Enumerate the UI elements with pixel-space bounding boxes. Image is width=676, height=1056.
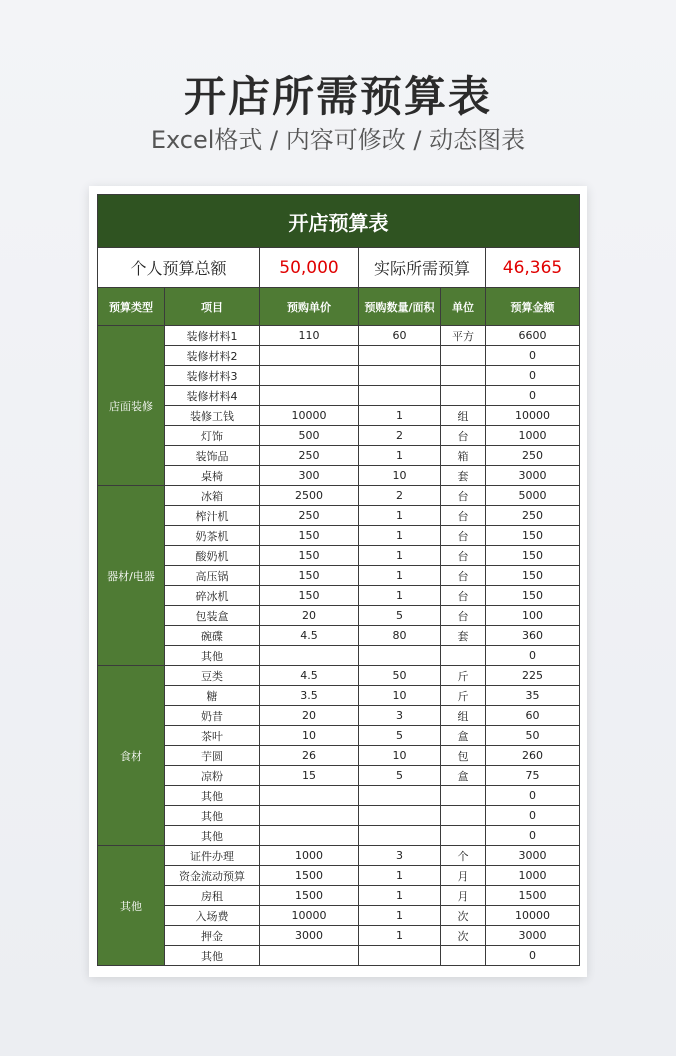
table-cell[interactable]: 225 [486, 666, 580, 686]
table-cell[interactable]: 100 [486, 606, 580, 626]
table-cell[interactable]: 150 [486, 566, 580, 586]
table-cell[interactable]: 装修材料1 [165, 326, 260, 346]
table-cell[interactable]: 房租 [165, 886, 260, 906]
table-cell[interactable] [359, 366, 441, 386]
table-cell[interactable]: 0 [486, 366, 580, 386]
table-cell[interactable] [260, 826, 359, 846]
table-row [98, 806, 580, 826]
table-cell[interactable]: 1 [359, 886, 441, 906]
table-cell[interactable]: 酸奶机 [165, 546, 260, 566]
table-cell[interactable]: 资金流动预算 [165, 866, 260, 886]
table-row [98, 706, 580, 726]
table-cell[interactable]: 500 [260, 426, 359, 446]
table-cell[interactable] [441, 646, 486, 666]
table-cell[interactable]: 台 [441, 486, 486, 506]
table-cell[interactable]: 4.5 [260, 626, 359, 646]
table-cell[interactable]: 台 [441, 526, 486, 546]
table-cell[interactable]: 250 [260, 446, 359, 466]
table-cell[interactable]: 10000 [486, 406, 580, 426]
table-cell[interactable] [359, 346, 441, 366]
table-cell[interactable] [441, 806, 486, 826]
table-cell[interactable] [260, 786, 359, 806]
table-cell[interactable]: 10 [260, 726, 359, 746]
table-cell[interactable]: 1000 [486, 866, 580, 886]
table-cell[interactable] [260, 646, 359, 666]
table-row [98, 686, 580, 706]
table-cell[interactable] [359, 806, 441, 826]
table-cell[interactable]: 250 [486, 506, 580, 526]
table-cell[interactable]: 1 [359, 546, 441, 566]
table-cell[interactable]: 60 [486, 706, 580, 726]
table-cell[interactable] [441, 946, 486, 966]
table-row [98, 786, 580, 806]
table-cell[interactable] [260, 366, 359, 386]
table-cell[interactable]: 1 [359, 586, 441, 606]
table-cell[interactable]: 斤 [441, 666, 486, 686]
table-cell[interactable]: 1 [359, 866, 441, 886]
table-cell[interactable]: 套 [441, 626, 486, 646]
table-cell[interactable]: 台 [441, 546, 486, 566]
table-cell[interactable]: 装修材料4 [165, 386, 260, 406]
table-row [98, 926, 580, 946]
table-row [98, 426, 580, 446]
table-cell[interactable]: 5 [359, 766, 441, 786]
table-cell[interactable]: 次 [441, 926, 486, 946]
table-cell[interactable]: 1 [359, 446, 441, 466]
table-row [98, 486, 580, 506]
table-cell[interactable]: 组 [441, 406, 486, 426]
table-row [98, 506, 580, 526]
table-cell[interactable] [359, 826, 441, 846]
table-cell[interactable]: 35 [486, 686, 580, 706]
table-row [98, 366, 580, 386]
table-cell[interactable]: 冰箱 [165, 486, 260, 506]
table-body [98, 326, 580, 966]
table-cell[interactable]: 平方 [441, 326, 486, 346]
table-row [98, 466, 580, 486]
table-cell[interactable]: 1000 [260, 846, 359, 866]
table-cell[interactable]: 碎冰机 [165, 586, 260, 606]
table-cell[interactable]: 80 [359, 626, 441, 646]
table-cell[interactable]: 150 [260, 586, 359, 606]
table-cell[interactable]: 26 [260, 746, 359, 766]
table-cell[interactable]: 5 [359, 606, 441, 626]
table-cell[interactable]: 150 [260, 546, 359, 566]
table-row [98, 626, 580, 646]
personal-budget-value[interactable]: 50,000 [260, 248, 359, 288]
table-cell[interactable]: 5000 [486, 486, 580, 506]
table-cell[interactable]: 台 [441, 586, 486, 606]
table-cell[interactable]: 灯饰 [165, 426, 260, 446]
table-row [98, 766, 580, 786]
table-cell[interactable]: 5 [359, 726, 441, 746]
column-header: 预购单价 [260, 288, 359, 326]
table-cell[interactable] [260, 946, 359, 966]
table-cell[interactable]: 0 [486, 786, 580, 806]
table-cell[interactable]: 入场费 [165, 906, 260, 926]
poster-title: 开店所需预算表 [183, 72, 492, 121]
table-cell[interactable] [441, 386, 486, 406]
budget-table [97, 194, 580, 966]
table-row [98, 566, 580, 586]
table-row [98, 826, 580, 846]
table-cell[interactable]: 1 [359, 526, 441, 546]
table-cell[interactable]: 装饰品 [165, 446, 260, 466]
table-cell[interactable]: 1 [359, 926, 441, 946]
table-cell[interactable]: 其他 [165, 646, 260, 666]
table-cell[interactable]: 6600 [486, 326, 580, 346]
table-cell[interactable]: 1000 [486, 426, 580, 446]
table-cell[interactable]: 150 [486, 526, 580, 546]
table-cell[interactable]: 盒 [441, 766, 486, 786]
table-cell[interactable]: 组 [441, 706, 486, 726]
table-cell[interactable]: 1 [359, 406, 441, 426]
table-cell[interactable] [260, 806, 359, 826]
table-cell[interactable]: 次 [441, 906, 486, 926]
table-cell[interactable]: 10 [359, 466, 441, 486]
table-cell[interactable]: 装修材料3 [165, 366, 260, 386]
table-row [98, 846, 580, 866]
table-cell[interactable]: 芋圆 [165, 746, 260, 766]
table-cell[interactable]: 360 [486, 626, 580, 646]
table-cell[interactable]: 奶茶机 [165, 526, 260, 546]
table-cell[interactable]: 60 [359, 326, 441, 346]
table-cell[interactable]: 其他 [165, 946, 260, 966]
table-cell[interactable]: 2500 [260, 486, 359, 506]
table-cell[interactable]: 150 [260, 566, 359, 586]
table-cell[interactable]: 3000 [486, 846, 580, 866]
table-cell[interactable]: 高压锅 [165, 566, 260, 586]
table-cell[interactable]: 1 [359, 566, 441, 586]
category-cell[interactable]: 器材/电器 [98, 486, 165, 666]
table-cell[interactable]: 0 [486, 806, 580, 826]
table-cell[interactable]: 10000 [260, 906, 359, 926]
table-row [98, 526, 580, 546]
category-cell[interactable]: 食材 [98, 666, 165, 846]
table-cell[interactable]: 台 [441, 566, 486, 586]
table-cell[interactable]: 碗碟 [165, 626, 260, 646]
table-cell[interactable]: 3 [359, 706, 441, 726]
table-cell[interactable] [260, 346, 359, 366]
table-cell[interactable]: 50 [359, 666, 441, 686]
poster-subtitle: Excel格式 / 内容可修改 / 动态图表 [150, 126, 526, 154]
table-cell[interactable] [441, 366, 486, 386]
table-row [98, 346, 580, 366]
table-cell[interactable]: 其他 [165, 806, 260, 826]
table-cell[interactable]: 20 [260, 606, 359, 626]
table-cell[interactable] [359, 946, 441, 966]
table-cell[interactable]: 1 [359, 506, 441, 526]
table-row [98, 446, 580, 466]
table-cell[interactable]: 月 [441, 866, 486, 886]
table-row [98, 886, 580, 906]
table-cell[interactable]: 装修工钱 [165, 406, 260, 426]
category-cell[interactable]: 店面装修 [98, 326, 165, 486]
table-cell[interactable]: 其他 [165, 826, 260, 846]
table-cell[interactable]: 装修材料2 [165, 346, 260, 366]
table-cell[interactable]: 3 [359, 846, 441, 866]
table-cell[interactable]: 1 [359, 906, 441, 926]
table-cell[interactable]: 2 [359, 426, 441, 446]
table-row [98, 406, 580, 426]
table-cell[interactable]: 3.5 [260, 686, 359, 706]
table-cell[interactable]: 4.5 [260, 666, 359, 686]
table-cell[interactable]: 0 [486, 826, 580, 846]
category-cell[interactable]: 其他 [98, 846, 165, 966]
table-cell[interactable]: 台 [441, 606, 486, 626]
table-cell[interactable]: 300 [260, 466, 359, 486]
table-cell[interactable]: 10 [359, 746, 441, 766]
table-cell[interactable] [441, 786, 486, 806]
table-cell[interactable]: 糖 [165, 686, 260, 706]
table-row [98, 746, 580, 766]
table-row [98, 646, 580, 666]
table-cell[interactable] [359, 386, 441, 406]
table-cell[interactable]: 0 [486, 386, 580, 406]
table-cell[interactable]: 其他 [165, 786, 260, 806]
table-cell[interactable]: 3000 [486, 926, 580, 946]
table-cell[interactable]: 0 [486, 646, 580, 666]
table-cell[interactable] [359, 646, 441, 666]
table-cell[interactable]: 斤 [441, 686, 486, 706]
table-cell[interactable]: 奶昔 [165, 706, 260, 726]
table-cell[interactable] [441, 826, 486, 846]
table-cell[interactable]: 110 [260, 326, 359, 346]
table-row [98, 906, 580, 926]
table-row [98, 666, 580, 686]
table-cell[interactable]: 10000 [260, 406, 359, 426]
table-row [98, 586, 580, 606]
table-cell[interactable]: 包装盒 [165, 606, 260, 626]
actual-budget-value[interactable]: 46,365 [486, 248, 580, 288]
column-header: 预购数量/面积 [359, 288, 441, 326]
spreadsheet-card [89, 186, 587, 977]
table-row [98, 946, 580, 966]
table-cell[interactable]: 150 [260, 526, 359, 546]
table-cell[interactable]: 15 [260, 766, 359, 786]
table-cell[interactable] [260, 386, 359, 406]
column-header: 单位 [441, 288, 486, 326]
table-cell[interactable]: 0 [486, 946, 580, 966]
table-row [98, 386, 580, 406]
table-cell[interactable]: 押金 [165, 926, 260, 946]
table-cell[interactable]: 150 [486, 586, 580, 606]
table-cell[interactable]: 250 [486, 446, 580, 466]
table-row [98, 606, 580, 626]
table-cell[interactable]: 260 [486, 746, 580, 766]
table-row [98, 866, 580, 886]
table-cell[interactable]: 凉粉 [165, 766, 260, 786]
table-cell[interactable]: 桌椅 [165, 466, 260, 486]
column-header: 项目 [165, 288, 260, 326]
personal-budget-label: 个人预算总额 [98, 248, 260, 288]
table-row [98, 326, 580, 346]
actual-budget-label: 实际所需预算 [359, 248, 486, 288]
table-cell[interactable]: 10000 [486, 906, 580, 926]
table-cell[interactable]: 10 [359, 686, 441, 706]
table-cell[interactable]: 75 [486, 766, 580, 786]
table-cell[interactable]: 3000 [486, 466, 580, 486]
table-cell[interactable]: 茶叶 [165, 726, 260, 746]
table-cell[interactable]: 250 [260, 506, 359, 526]
column-header: 预算金额 [486, 288, 580, 326]
column-header: 预算类型 [98, 288, 165, 326]
table-cell[interactable]: 3000 [260, 926, 359, 946]
table-row [98, 726, 580, 746]
table-cell[interactable] [359, 786, 441, 806]
table-cell[interactable]: 0 [486, 346, 580, 366]
table-cell[interactable]: 证件办理 [165, 846, 260, 866]
table-cell[interactable]: 台 [441, 506, 486, 526]
table-cell[interactable]: 1500 [260, 886, 359, 906]
table-cell[interactable]: 20 [260, 706, 359, 726]
table-cell[interactable]: 盒 [441, 726, 486, 746]
table-cell[interactable]: 个 [441, 846, 486, 866]
sheet-title: 开店预算表 [98, 195, 580, 248]
table-row [98, 546, 580, 566]
table-cell[interactable]: 套 [441, 466, 486, 486]
table-cell[interactable]: 50 [486, 726, 580, 746]
table-cell[interactable]: 月 [441, 886, 486, 906]
table-cell[interactable]: 豆类 [165, 666, 260, 686]
table-cell[interactable]: 榨汁机 [165, 506, 260, 526]
table-cell[interactable]: 1500 [486, 886, 580, 906]
table-cell[interactable]: 1500 [260, 866, 359, 886]
table-cell[interactable]: 包 [441, 746, 486, 766]
table-cell[interactable]: 台 [441, 426, 486, 446]
table-cell[interactable] [441, 346, 486, 366]
table-cell[interactable]: 箱 [441, 446, 486, 466]
table-cell[interactable]: 2 [359, 486, 441, 506]
table-cell[interactable]: 150 [486, 546, 580, 566]
